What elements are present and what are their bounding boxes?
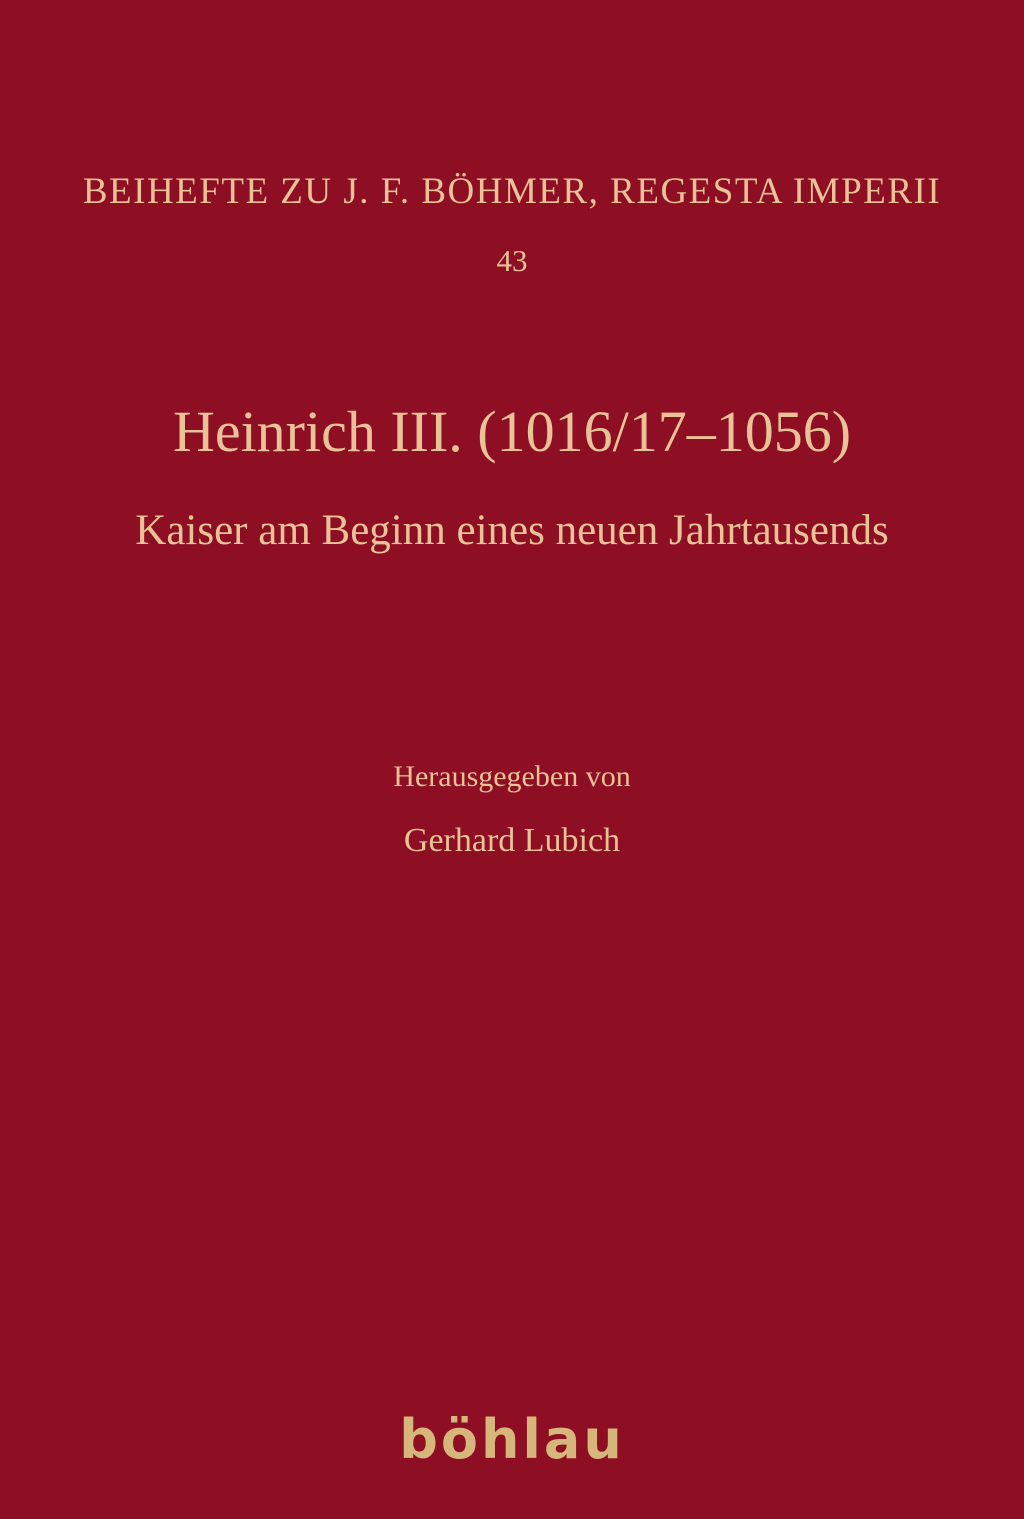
book-subtitle: Kaiser am Beginn eines neuen Jahrtausends <box>135 507 889 554</box>
publisher-logo: böhlau <box>399 1408 625 1471</box>
book-title: Heinrich III. (1016/17–1056) <box>172 399 852 464</box>
editor-prefix: Herausgegeben von <box>393 760 631 793</box>
series-title: BEIHEFTE ZU J. F. BÖHMER, REGESTA IMPERII <box>82 171 942 212</box>
editor-name: Gerhard Lubich <box>403 822 621 859</box>
series-number: 43 <box>496 243 528 278</box>
